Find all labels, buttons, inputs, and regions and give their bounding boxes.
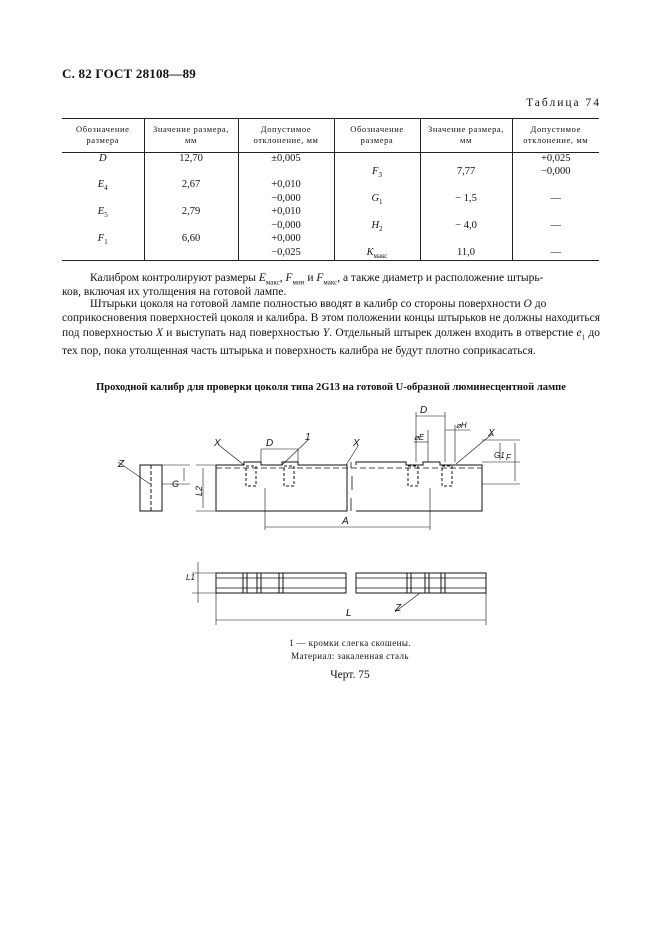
figure-caption: Черт. 75 (330, 669, 370, 681)
column-header: Значение размера, мм (144, 119, 238, 153)
table-cell: 6,60 (144, 233, 238, 246)
front-view (196, 412, 520, 530)
label-x1: X (214, 438, 221, 449)
figure-title: Проходной калибр для проверки цоколя типа 2G13 на готовой U-образной люминесцентной лампе (96, 382, 566, 393)
label-g: G (172, 479, 180, 489)
table-cell: $G_1$ (334, 193, 420, 206)
side-view (118, 462, 190, 511)
label-e: ⌀E (414, 433, 425, 442)
table-cell: 7,77 (420, 166, 512, 179)
column-header: Допустимое отклонение, мм (512, 119, 599, 153)
label-g1: G1 (494, 451, 505, 460)
label-f: F (506, 453, 511, 462)
table-cell: $E_4$ (97, 179, 108, 193)
label-z1: Z (118, 459, 125, 470)
column-header: Значение размера, мм (420, 119, 512, 153)
table-cell: ±0,005 (238, 152, 334, 166)
label-x3: X (488, 428, 495, 439)
label-l2: L2 (194, 485, 204, 496)
label-d1: D (266, 438, 274, 449)
table-cell: 2,67 (144, 179, 238, 192)
label-h: ⌀H (456, 421, 467, 430)
table-cell: $E_5$ (97, 206, 108, 220)
label-a: A (342, 516, 349, 527)
paragraph-2: Штырьки цоколя на готовой лампе полностью вводят в калибр со стороны поверхности O до (90, 298, 547, 310)
table-cell: +0,025 (512, 152, 599, 166)
plan-view (192, 562, 486, 625)
table-cell: 2,79 (144, 206, 238, 219)
figure-note-2: Материал: закаленная сталь (291, 651, 409, 661)
table-cell: — (512, 247, 599, 261)
label-x2: X (353, 438, 360, 449)
table-cell: 11,0 (420, 247, 512, 261)
table-cell: −0,000 (238, 193, 334, 206)
table-cell: $K_{макс}$ (334, 247, 420, 261)
table-cell: −0,000 (238, 220, 334, 233)
drawing-labels (117, 405, 512, 619)
figure-note-1: 1 — кромки слегка скошены. (289, 638, 411, 648)
column-header: Допустимое отклонение, мм (238, 119, 334, 153)
table-cell: +0,000 (238, 233, 334, 246)
table-cell: −0,000 (512, 166, 599, 179)
label-z2: Z (395, 603, 402, 614)
paragraph-1: Калибром контролируют размеры $E_{макс}$, $F_{мин}$ и $F_{макс}$, а также диаметр и расположение штырь- (90, 272, 544, 287)
table-cell: $F_3$ (334, 166, 420, 179)
page-header: С. 82 ГОСТ 28108—89 (62, 66, 196, 81)
column-header: Обозначение размера (62, 119, 144, 153)
label-l: L (346, 608, 352, 619)
paragraph-2-continued: соприкосновения поверхностей цоколя и калибра. В этом положении концы штырьков не должны находиться под поверхностью X и выступать над поверхностью Y. Отдельный штырек должен входить в отверстие $e_1$ до тех пор, пока утолщенная часть штырька и поверхность калибра не будут плотно соприкасаться. (62, 312, 600, 358)
table-cell: D (98, 152, 107, 164)
table-cell: − 4,0 (420, 220, 512, 233)
table-cell: $F_1$ (97, 233, 108, 247)
table-cell: $H_2$ (334, 220, 420, 233)
table-name: Таблица 74 (526, 97, 601, 109)
table-cell: — (512, 193, 599, 206)
table-cell: +0,010 (238, 179, 334, 192)
label-d2: D (420, 405, 428, 416)
table-cell: −0,025 (238, 247, 334, 261)
table-cell: − 1,5 (420, 193, 512, 206)
label-l1: L1 (186, 573, 195, 582)
table-cell: +0,010 (238, 206, 334, 219)
label-one: 1 (305, 432, 311, 443)
column-header: Обозначение размера (334, 119, 420, 153)
table-cell: 12,70 (144, 152, 238, 166)
table-cell: — (512, 220, 599, 233)
paragraph-1-continued: ков, включая их утолщения на готовой лампе. (62, 286, 287, 298)
